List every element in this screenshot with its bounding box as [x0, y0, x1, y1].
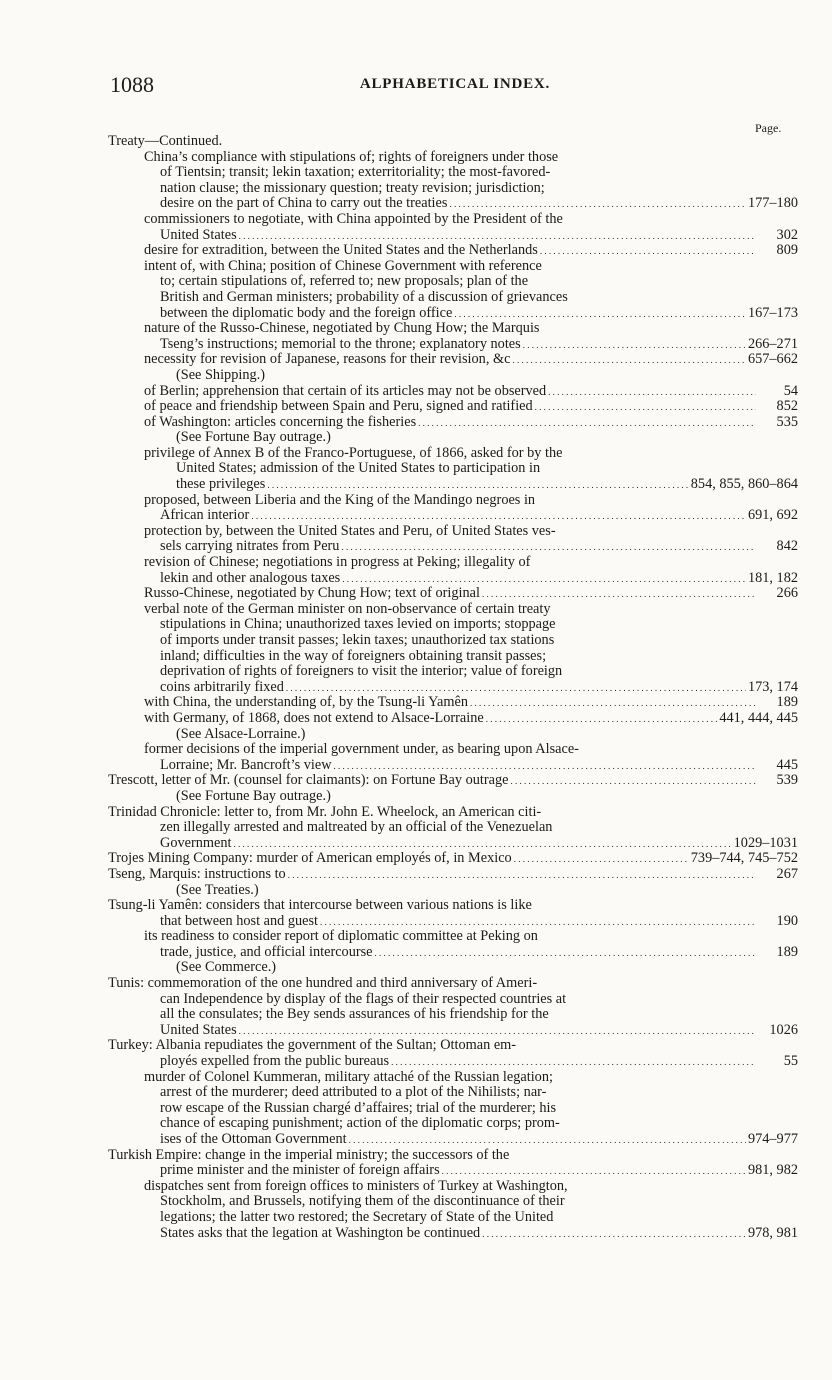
page-reference: 445	[776, 757, 798, 773]
index-line-text: Tseng, Marquis: instructions to	[108, 866, 286, 882]
index-line	[108, 1101, 798, 1117]
index-line-text: China’s compliance with stipulations of; rights of foreigners under those	[144, 149, 559, 165]
index-line-text: its readiness to consider report of diplomatic committee at Peking on	[144, 929, 538, 945]
index-line	[108, 586, 798, 602]
page-reference: 739–744, 745–752	[690, 851, 798, 867]
index-line-text: sels carrying nitrates from Peru	[160, 539, 340, 555]
leader-dots	[535, 399, 756, 415]
index-line	[108, 415, 798, 431]
index-line-text: ployés expelled from the public bureaus	[160, 1054, 390, 1070]
index-line-text: African interior	[160, 508, 250, 524]
index-line	[108, 976, 798, 992]
page-reference: 302	[776, 227, 798, 243]
index-line	[108, 508, 798, 524]
index-line-text: of imports under transit passes; lekin taxes; unauthorized tax stations	[160, 633, 555, 648]
page-reference: 190	[776, 913, 798, 929]
index-line	[108, 384, 798, 400]
index-line	[108, 680, 798, 696]
leader-dots	[470, 695, 756, 711]
leader-dots	[454, 306, 746, 322]
page-reference: 854, 855, 860–864	[690, 477, 798, 493]
leader-dots	[233, 836, 731, 852]
leader-dots	[342, 571, 746, 587]
index-line	[108, 461, 798, 477]
index-line	[108, 1194, 798, 1210]
page-number: 1088	[110, 72, 154, 97]
index-line	[108, 399, 798, 415]
index-line	[108, 883, 798, 899]
page-reference: 441, 444, 445	[719, 710, 798, 726]
index-line	[108, 711, 798, 727]
leader-dots	[288, 867, 756, 883]
index-line	[108, 1007, 798, 1023]
page-reference: 1026	[769, 1022, 798, 1038]
page-reference: 691, 692	[747, 508, 798, 524]
index-line	[108, 555, 798, 571]
index-line	[108, 274, 798, 290]
index-line-text: United States	[160, 227, 237, 243]
index-line-text: (See Treaties.)	[176, 882, 259, 898]
index-line	[108, 181, 798, 197]
leader-dots	[548, 384, 756, 400]
index-line	[108, 259, 798, 275]
index-line	[108, 1038, 798, 1054]
page-header	[110, 72, 800, 102]
index-line	[108, 617, 798, 633]
page-column-heading: Page.	[755, 121, 782, 135]
leader-dots	[482, 586, 756, 602]
index-line-text: prime minister and the minister of foreign affairs	[160, 1163, 440, 1179]
leader-dots	[511, 773, 757, 789]
index-line-text: verbal note of the German minister on non-observance of certain treaty	[144, 601, 551, 617]
leader-dots	[251, 508, 746, 524]
index-line-text: of Berlin; apprehension that certain of its articles may not be observed	[144, 383, 547, 399]
index-line	[108, 992, 798, 1008]
page-reference: 535	[776, 414, 798, 430]
index-line-text: Tseng’s instructions; memorial to the throne; explanatory notes	[160, 336, 521, 352]
index-line-text: Treaty—Continued.	[108, 134, 223, 149]
index-line	[108, 820, 798, 836]
page-title: ALPHABETICAL INDEX.	[359, 76, 551, 92]
index-line	[108, 228, 798, 244]
page-reference: 1029–1031	[733, 835, 798, 851]
index-line-text: row escape of the Russian chargé d’affaires; trial of the murderer; his	[160, 1100, 557, 1116]
index-line	[108, 742, 798, 758]
index-line-text: (See Fortune Bay outrage.)	[176, 788, 331, 804]
index-line-text: nation clause; the missionary question; treaty revision; jurisdiction;	[160, 180, 545, 196]
index-line	[108, 649, 798, 665]
index-line	[108, 446, 798, 462]
page-reference: 974–977	[747, 1132, 798, 1147]
index-line	[108, 695, 798, 711]
leader-dots	[523, 337, 746, 353]
index-line	[108, 773, 798, 789]
index-line	[108, 477, 798, 493]
index-line-text: desire for extradition, between the United States and the Netherlands	[144, 243, 538, 259]
index-line-text: Tunis: commemoration of the one hundred and third anniversary of Ameri-	[108, 976, 538, 992]
index-line-text: can Independence by display of the flags of their respected countries at	[160, 991, 567, 1007]
leader-dots	[375, 945, 756, 961]
index-line-text: ises of the Ottoman Government	[160, 1132, 347, 1147]
page-reference: 54	[783, 383, 798, 399]
index-line-text: to; certain stipulations of, referred to; new proposals; plan of the	[160, 274, 529, 290]
index-line-text: Tsung-li Yamên: considers that intercourse between various nations is like	[108, 898, 532, 914]
leader-dots	[540, 243, 756, 259]
index-line	[108, 867, 798, 883]
leader-dots	[341, 539, 756, 555]
index-line-text: trade, justice, and official intercourse	[160, 944, 373, 960]
index-line	[108, 1179, 798, 1195]
index-line	[108, 929, 798, 945]
page-reference: 267	[776, 866, 798, 882]
index-line-text: desire on the part of China to carry out the treaties	[160, 196, 448, 212]
page-reference: 167–173	[747, 305, 798, 321]
page-reference: 539	[776, 773, 798, 789]
index-entries	[108, 134, 798, 1241]
index-line	[108, 664, 798, 680]
index-line-text: arrest of the murderer; deed attributed to a plot of the Nihilists; nar-	[160, 1085, 547, 1101]
page-reference: 852	[776, 399, 798, 415]
index-line-text: Trojes Mining Company: murder of American employés of, in Mexico	[108, 851, 512, 867]
leader-dots	[286, 680, 746, 696]
index-line	[108, 196, 798, 212]
index-line-text: Government	[160, 835, 232, 851]
page-reference: 981, 982	[747, 1163, 798, 1179]
index-line-text: Turkish Empire: change in the imperial ministry; the successors of the	[108, 1147, 510, 1163]
index-line	[108, 243, 798, 259]
index-line-text: (See Commerce.)	[176, 960, 277, 976]
index-line-text: stipulations in China; unauthorized taxes levied on imports; stoppage	[160, 617, 556, 633]
index-line-text: Russo-Chinese, negotiated by Chung How; text of original	[144, 586, 480, 602]
index-line	[108, 1132, 798, 1148]
index-line-text: zen illegally arrested and maltreated by an official of the Venezuelan	[160, 820, 553, 836]
index-line	[108, 524, 798, 540]
index-line-text: intent of, with China; position of Chinese Government with reference	[144, 258, 542, 274]
index-line-text: lekin and other analogous taxes	[160, 570, 341, 586]
leader-dots	[349, 1132, 746, 1148]
index-line-text: revision of Chinese; negotiations in progress at Peking; illegality of	[144, 555, 531, 571]
index-line	[108, 539, 798, 555]
index-line-text: necessity for revision of Japanese, reasons for their revision, &c	[144, 352, 511, 368]
index-line-text: protection by, between the United States and Peru, of United States ves-	[144, 523, 556, 539]
index-line	[108, 352, 798, 368]
index-line	[108, 758, 798, 774]
index-line	[108, 914, 798, 930]
leader-dots	[267, 477, 688, 493]
index-line	[108, 1226, 798, 1242]
index-line-text: murder of Colonel Kummeran, military attaché of the Russian legation;	[144, 1069, 553, 1085]
leader-dots	[320, 914, 756, 930]
page-reference: 842	[776, 539, 798, 555]
index-line	[108, 134, 798, 150]
index-line	[108, 898, 798, 914]
leader-dots	[239, 1023, 756, 1039]
index-line-text: Trescott, letter of Mr. (counsel for claimants): on Fortune Bay outrage	[108, 773, 509, 789]
index-line	[108, 945, 798, 961]
index-line	[108, 1054, 798, 1070]
index-line	[108, 430, 798, 446]
leader-dots	[449, 196, 746, 212]
index-line-text: that between host and guest	[160, 913, 319, 929]
index-line	[108, 337, 798, 353]
index-line-text: United States; admission of the United States to participation in	[176, 461, 541, 477]
index-line	[108, 727, 798, 743]
index-line-text: States asks that the legation at Washington be continued	[160, 1225, 481, 1241]
page-reference: 657–662	[747, 352, 798, 368]
index-line-text: commissioners to negotiate, with China appointed by the President of the	[144, 211, 563, 227]
index-line-text: of Washington: articles concerning the fisheries	[144, 414, 417, 430]
index-line-text: dispatches sent from foreign offices to ministers of Turkey at Washington,	[144, 1178, 568, 1194]
leader-dots	[239, 228, 756, 244]
index-line	[108, 1070, 798, 1086]
index-line-text: (See Alsace-Lorraine.)	[176, 726, 306, 742]
page-reference: 177–180	[747, 196, 798, 212]
leader-dots	[512, 352, 746, 368]
index-line-text: of Tientsin; transit; lekin taxation; exterritoriality; the most-favored-	[160, 165, 551, 181]
index-line-text: Lorraine; Mr. Bancroft’s view	[160, 757, 332, 773]
index-line	[108, 306, 798, 322]
index-line-text: legations; the latter two restored; the Secretary of State of the United	[160, 1209, 554, 1225]
index-line-text: Turkey: Albania repudiates the government of the Sultan; Ottoman em-	[108, 1038, 517, 1054]
index-line-text: with China, the understanding of, by the Tsung-li Yamên	[144, 695, 468, 711]
leader-dots	[334, 758, 756, 774]
page-reference: 173, 174	[747, 679, 798, 695]
index-line	[108, 290, 798, 306]
index-line	[108, 368, 798, 384]
index-line	[108, 150, 798, 166]
index-line	[108, 321, 798, 337]
index-line-text: deprivation of rights of foreigners to visit the interior; value of foreign	[160, 664, 563, 680]
index-line	[108, 165, 798, 181]
index-line	[108, 493, 798, 509]
index-line-text: between the diplomatic body and the foreign office	[160, 305, 453, 321]
index-line-text: nature of the Russo-Chinese, negotiated by Chung How; the Marquis	[144, 321, 540, 337]
index-line	[108, 571, 798, 587]
leader-dots	[514, 851, 689, 867]
page-reference: 266	[776, 586, 798, 602]
index-line-text: Trinidad Chronicle: letter to, from Mr. John E. Wheelock, an American citi-	[108, 804, 542, 820]
index-line	[108, 1085, 798, 1101]
index-line-text: United States	[160, 1022, 237, 1038]
leader-dots	[442, 1163, 746, 1179]
index-line-text: British and German ministers; probability of a discussion of grievances	[160, 289, 568, 305]
index-line-text: all the consulates; the Bey sends assurances of his friendship for the	[160, 1007, 549, 1023]
page-reference: 189	[776, 944, 798, 960]
page-reference: 978, 981	[747, 1225, 798, 1241]
page-reference: 266–271	[747, 336, 798, 352]
index-line	[108, 602, 798, 618]
index-line	[108, 1116, 798, 1132]
leader-dots	[418, 415, 756, 431]
leader-dots	[486, 711, 718, 727]
page-reference: 809	[776, 243, 798, 259]
index-line	[108, 1148, 798, 1164]
index-line	[108, 1210, 798, 1226]
leader-dots	[391, 1054, 756, 1070]
index-line	[108, 851, 798, 867]
page-reference: 55	[783, 1054, 798, 1070]
index-line-text: inland; difficulties in the way of foreigners obtaining transit passes;	[160, 648, 547, 664]
index-line-text: these privileges	[176, 477, 266, 493]
index-line	[108, 789, 798, 805]
index-line	[108, 1163, 798, 1179]
index-line-text: privilege of Annex B of the Franco-Portuguese, of 1866, asked for by the	[144, 445, 563, 461]
index-line	[108, 836, 798, 852]
index-line	[108, 1023, 798, 1039]
page-reference: 189	[776, 695, 798, 711]
page-reference: 181, 182	[747, 570, 798, 586]
index-line	[108, 212, 798, 228]
index-line-text: former decisions of the imperial government under, as bearing upon Alsace-	[144, 742, 579, 758]
index-line	[108, 633, 798, 649]
leader-dots	[482, 1226, 746, 1242]
index-line-text: coins arbitrarily fixed	[160, 679, 284, 695]
index-line-text: Stockholm, and Brussels, notifying them of the discontinuance of their	[160, 1194, 565, 1210]
index-line-text: with Germany, of 1868, does not extend to Alsace-Lorraine	[144, 710, 484, 726]
index-line	[108, 805, 798, 821]
index-line-text: chance of escaping punishment; action of the diplomatic corps; prom-	[160, 1116, 560, 1132]
index-line-text: (See Fortune Bay outrage.)	[176, 430, 331, 446]
index-line-text: proposed, between Liberia and the King of the Mandingo negroes in	[144, 492, 536, 508]
index-line-text: (See Shipping.)	[176, 367, 265, 383]
index-line	[108, 960, 798, 976]
index-line-text: of peace and friendship between Spain and Peru, signed and ratified	[144, 399, 533, 415]
